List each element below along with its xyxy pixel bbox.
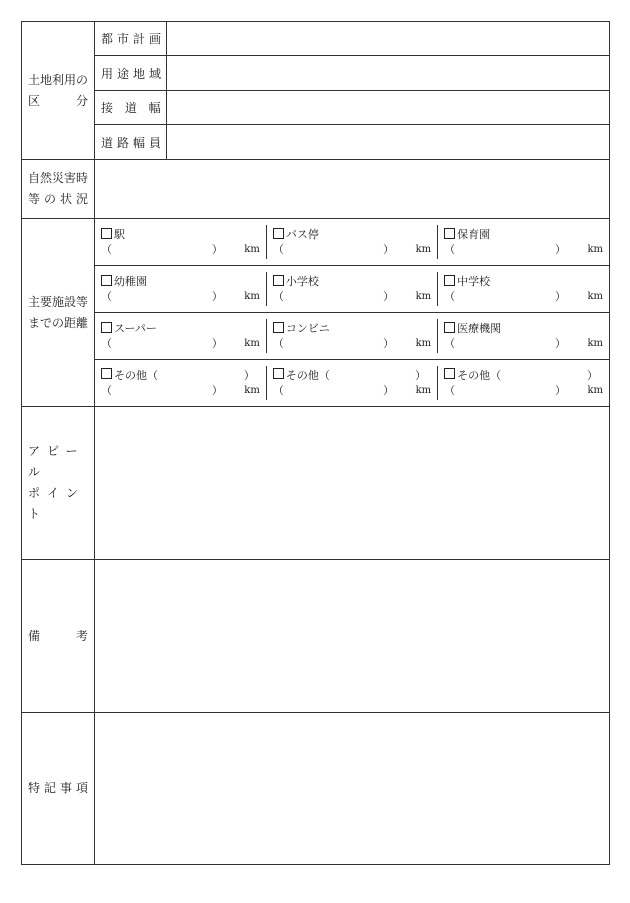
appeal-label-line1: アピール <box>28 444 85 479</box>
checkbox-icon[interactable] <box>101 275 112 286</box>
disaster-label-line1: 自然災害時 <box>28 171 89 185</box>
facility-name: 小学校 <box>285 275 319 288</box>
unit-label: km <box>415 291 432 302</box>
facility-cell-station[interactable] <box>95 225 266 259</box>
unit-label: km <box>587 385 603 396</box>
unit-label: km <box>244 244 260 255</box>
special-notes-label: 特記事項 <box>22 713 95 865</box>
close-paren: ） <box>211 337 223 350</box>
facility-name: 中学校 <box>457 275 491 288</box>
appeal-field[interactable] <box>95 407 610 560</box>
road-width-label: 道路幅員 <box>95 125 167 160</box>
facility-name: その他（ <box>457 369 502 382</box>
unit-label: km <box>587 291 603 302</box>
land-use-label-bun: 分 <box>75 93 88 108</box>
open-paren: （ <box>272 290 284 303</box>
close-paren: ） <box>383 337 395 350</box>
facility-cell-nursery[interactable] <box>438 225 609 259</box>
disaster-label <box>22 160 95 219</box>
close-paren: ） <box>587 369 598 382</box>
unit-label: km <box>415 338 432 349</box>
facilities-label-line1: 主要施設等 <box>28 294 89 309</box>
checkbox-icon[interactable] <box>273 322 284 333</box>
remarks-label <box>22 560 95 713</box>
facility-cell-supermarket[interactable] <box>95 319 266 353</box>
checkbox-icon[interactable] <box>101 228 112 239</box>
checkbox-icon[interactable] <box>101 368 112 379</box>
use-zone-field[interactable] <box>167 56 610 91</box>
close-paren: ） <box>383 384 395 397</box>
city-planning-field[interactable] <box>167 22 610 56</box>
appeal-label-line2: ポイント <box>28 486 86 521</box>
use-zone-label: 用途地域 <box>95 56 167 91</box>
checkbox-icon[interactable] <box>273 275 284 286</box>
property-info-form <box>21 21 610 865</box>
close-paren: ） <box>555 290 566 303</box>
facility-name: 幼稚園 <box>114 275 147 288</box>
open-paren: （ <box>444 337 456 350</box>
facility-name: その他（ <box>114 369 158 382</box>
open-paren: （ <box>101 243 112 256</box>
facility-name: 保育園 <box>457 228 491 241</box>
facility-cell-other-1[interactable] <box>95 366 266 400</box>
facility-name: コンビニ <box>285 322 330 335</box>
unit-label: km <box>415 385 432 396</box>
unit-label: km <box>587 244 603 255</box>
facility-cell-other-2[interactable] <box>266 366 437 400</box>
facility-cell-convenience[interactable] <box>266 319 437 353</box>
facilities-label <box>22 219 95 407</box>
remarks-label-left: 備 <box>28 628 41 643</box>
open-paren: （ <box>101 384 112 397</box>
close-paren: ） <box>211 290 223 303</box>
land-use-label-ku: 区 <box>28 93 41 108</box>
close-paren: ） <box>243 369 255 382</box>
checkbox-icon[interactable] <box>444 228 455 239</box>
close-paren: ） <box>211 384 223 397</box>
close-paren: ） <box>211 243 223 256</box>
close-paren: ） <box>415 369 427 382</box>
unit-label: km <box>587 338 603 349</box>
unit-label: km <box>244 338 260 349</box>
close-paren: ） <box>555 384 566 397</box>
facilities-label-line2: までの距離 <box>28 315 89 330</box>
facility-cell-bus-stop[interactable] <box>266 225 437 259</box>
close-paren: ） <box>555 243 566 256</box>
facility-cell-middle-school[interactable] <box>438 272 609 306</box>
checkbox-icon[interactable] <box>444 322 455 333</box>
facility-cell-medical[interactable] <box>438 319 609 353</box>
facility-name: 駅 <box>114 228 125 241</box>
disaster-field[interactable] <box>95 160 610 219</box>
checkbox-icon[interactable] <box>273 228 284 239</box>
open-paren: （ <box>444 290 456 303</box>
facility-name: スーパー <box>114 322 157 335</box>
unit-label: km <box>244 291 260 302</box>
facility-name: 医療機関 <box>457 322 502 335</box>
unit-label: km <box>244 385 260 396</box>
checkbox-icon[interactable] <box>444 368 455 379</box>
facility-cell-elementary[interactable] <box>266 272 437 306</box>
remarks-field[interactable] <box>95 560 610 713</box>
close-paren: ） <box>383 243 395 256</box>
open-paren: （ <box>272 384 284 397</box>
open-paren: （ <box>272 243 284 256</box>
road-width-field[interactable] <box>167 125 610 160</box>
remarks-label-right: 考 <box>75 628 88 643</box>
disaster-label-line2: 等の状況 <box>28 192 93 206</box>
open-paren: （ <box>101 290 112 303</box>
land-use-section-label <box>22 22 95 160</box>
unit-label: km <box>415 244 432 255</box>
facility-cell-other-3[interactable] <box>438 366 609 400</box>
open-paren: （ <box>444 243 456 256</box>
checkbox-icon[interactable] <box>101 322 112 333</box>
city-planning-label: 都市計画 <box>95 22 167 56</box>
close-paren: ） <box>555 337 566 350</box>
open-paren: （ <box>272 337 284 350</box>
open-paren: （ <box>101 337 112 350</box>
special-notes-field[interactable] <box>95 713 610 865</box>
facility-cell-kindergarten[interactable] <box>95 272 266 306</box>
checkbox-icon[interactable] <box>444 275 455 286</box>
close-paren: ） <box>383 290 395 303</box>
appeal-label <box>22 407 95 560</box>
road-frontage-field[interactable] <box>167 91 610 125</box>
road-frontage-label: 接 道 幅 <box>95 91 167 125</box>
land-use-label-line1: 土地利用の <box>28 72 89 87</box>
open-paren: （ <box>444 384 456 397</box>
facility-name: バス停 <box>285 228 319 241</box>
facility-name: その他（ <box>285 369 330 382</box>
checkbox-icon[interactable] <box>273 368 284 379</box>
